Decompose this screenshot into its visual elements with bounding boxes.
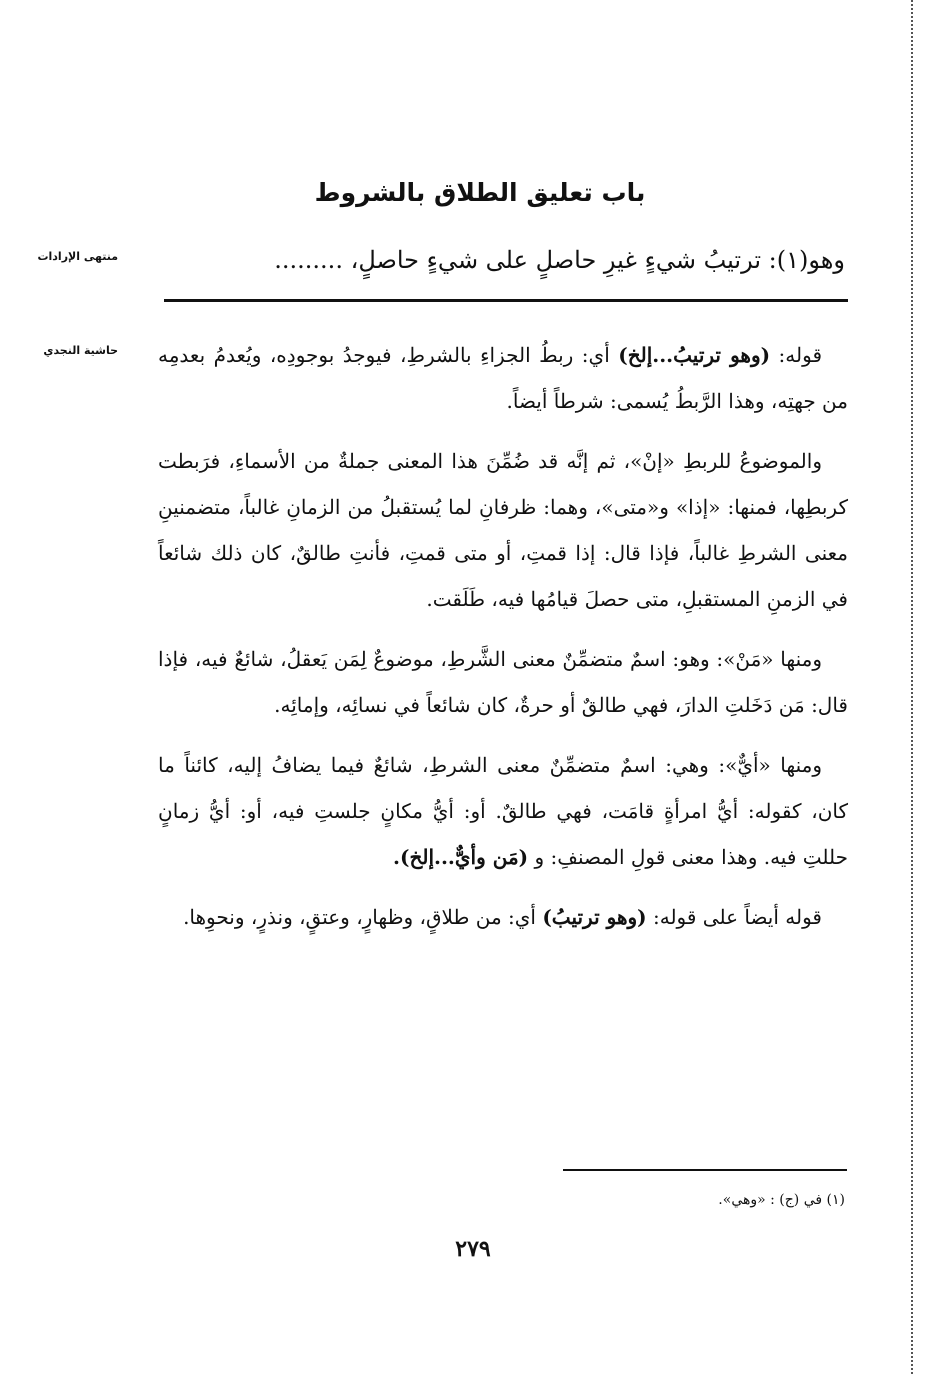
margin-dotted-rule	[911, 0, 913, 1374]
p5-rest: أي: من طلاقٍ، وظهارٍ، وعتقٍ، ونذرٍ، ونحوِها.	[183, 905, 543, 929]
paragraph-5	[158, 894, 848, 940]
p1-prefix: قوله:	[770, 343, 823, 367]
margin-label-commentary: حاشية النجدي	[43, 344, 118, 357]
paragraph-1	[158, 332, 848, 424]
commentary-body	[158, 332, 848, 954]
paragraph-3: ومنها «مَنْ»: وهو: اسمٌ متضمِّنٌ معنى الشَّرطِ، موضوعٌ لِمَن يَعقلُ، شائعٌ فيه، فإذا قال: مَن دَخَلتِ الدارَ، فهي طالقٌ أو حرةٌ، كان شائعاً في نسائِه، وإمائِه.	[158, 647, 848, 717]
page-number: ٢٧٩	[455, 1236, 491, 1262]
p5-quote: (وهو ترتيبُ)	[542, 905, 647, 929]
p1-quote: (وهو ترتيبُ...إلخ)	[618, 343, 771, 367]
paragraph-2: والموضوعُ للربطِ «إنْ»، ثم إنَّه قد ضُمِّنَ هذا المعنى جملةٌ من الأسماءِ، فرَبطت كربطِها، فمنها: «إذا» و«متى»، وهما: ظرفانِ لما يُستقبلُ من الزمانِ غالباً، متضمنينِ معنى الشرطِ غالباً، فإذا قال: إذا قمتِ، أو متى قمتِ، فأنتِ طالقٌ، كان ذلك شائعاً في الزمنِ المستقبلِ، متى حصلَ قيامُها فيه، طَلَقت.	[158, 449, 848, 611]
chapter-title: باب تعليق الطلاق بالشروط	[314, 178, 646, 207]
margin-label-main: منتهى الإرادات	[37, 250, 118, 263]
p1-rest: أي: ربطُ الجزاءِ بالشرطِ، فيوجدُ بوجودِه، ويُعدمُ بعدمِه من جهتِه، وهذا الرَّبطُ يُسمى: شرطاً أيضاً.	[158, 343, 848, 413]
p4-quote: (مَن وأيٌّ...إلخ).	[393, 845, 529, 869]
main-text-divider	[164, 299, 848, 302]
footnote: (١) في (ج) : «وهي».	[718, 1192, 845, 1208]
p5-prefix: قوله أيضاً على قوله:	[646, 905, 822, 929]
main-text-line: وهو(١): ترتيبُ شيءٍ غيرِ حاصلٍ على شيءٍ حاصلٍ، .........	[274, 246, 845, 274]
footnote-divider	[563, 1169, 847, 1171]
p4-text: ومنها «أيٌّ»: وهي: اسمٌ متضمِّنٌ معنى الشرطِ، شائعٌ فيما يضافُ إليه، كائناً ما كان، كقوله: أيُّ امرأةٍ قامَت، فهي طالقٌ. أو: أيُّ مكانٍ جلستِ فيه، أو: أيُّ زمانٍ حللتِ فيه. وهذا معنى قولِ المصنفِ: و	[158, 753, 848, 869]
paragraph-4	[158, 742, 848, 880]
